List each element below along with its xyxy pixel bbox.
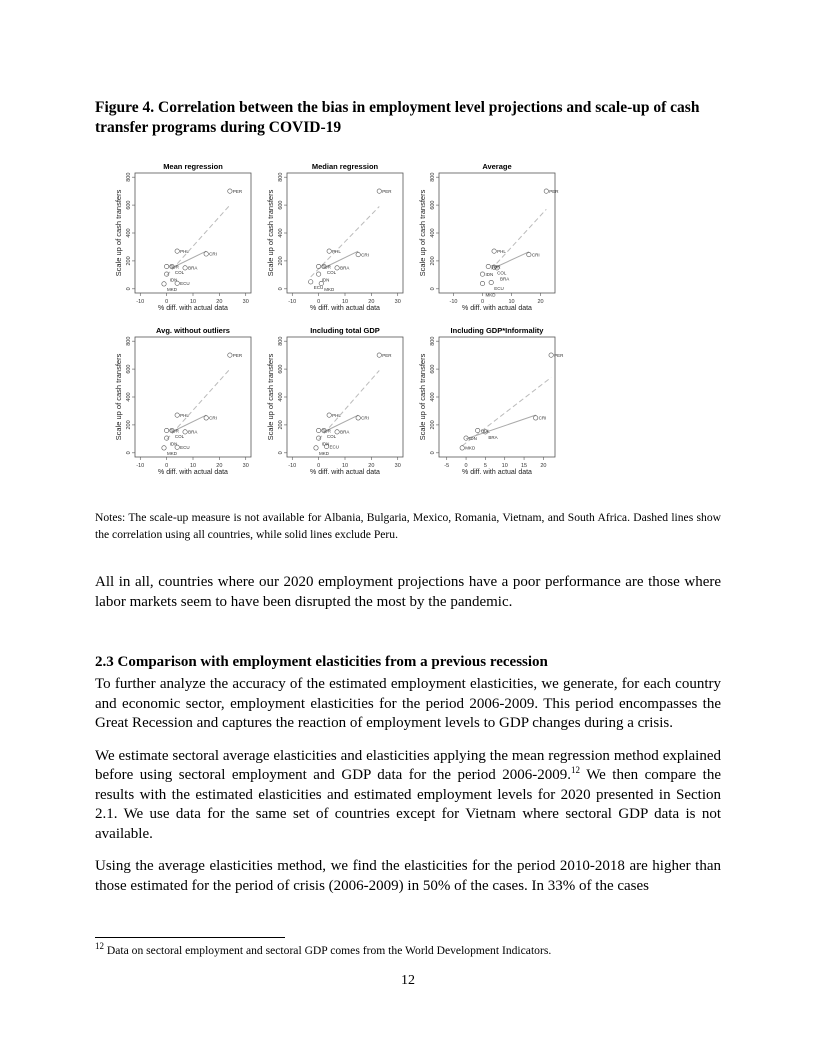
x-tick-label: -10 (136, 463, 145, 469)
data-point (204, 416, 208, 420)
point-label: ECU (494, 285, 504, 291)
point-label: TUR (169, 428, 179, 434)
point-label: BRA (488, 435, 498, 441)
x-tick-label: 30 (242, 463, 249, 469)
x-tick-label: 30 (394, 463, 401, 469)
data-point (175, 249, 179, 253)
point-label: MKD (167, 287, 177, 293)
data-point (480, 281, 484, 285)
y-tick-label: 200 (278, 256, 284, 266)
data-point (544, 189, 548, 193)
point-label: CRI (209, 415, 217, 421)
y-tick-label: 200 (430, 420, 436, 430)
data-point (356, 416, 360, 420)
point-label: TUR (491, 264, 501, 270)
x-tick-label: 10 (189, 463, 197, 469)
y-tick-label: 0 (278, 287, 284, 291)
x-tick-label: 10 (508, 299, 515, 305)
data-point (489, 280, 493, 284)
point-label: COL (326, 269, 337, 275)
x-tick-label: -10 (288, 299, 297, 305)
point-label: PHL (497, 248, 506, 254)
y-tick-label: 800 (430, 172, 436, 182)
data-point (475, 428, 479, 432)
y-axis-label: Scale up of cash transfers (266, 353, 275, 441)
paragraph (95, 747, 721, 845)
y-tick-label: 600 (126, 200, 132, 210)
x-tick-label: 20 (216, 299, 223, 305)
x-axis-label: % diff. with actual data (462, 469, 532, 476)
x-tick-label: 10 (341, 299, 349, 305)
y-axis-label: Scale up of cash transfers (418, 353, 427, 441)
y-tick-label: 0 (430, 451, 436, 455)
y-tick-label: 0 (278, 451, 284, 455)
chart-title: Avg. without outliers (156, 326, 230, 335)
data-point (316, 428, 320, 432)
point-label: TUR (321, 428, 331, 434)
point-label: MKD (465, 445, 476, 451)
point-label: IDN (485, 271, 494, 277)
chart-title: Including GDP*Informality (450, 326, 544, 335)
y-tick-label: 800 (126, 172, 132, 182)
point-label: COL (326, 433, 337, 439)
chart-title: Median regression (311, 162, 379, 171)
x-tick-label: 20 (540, 463, 547, 469)
point-label: COL (480, 428, 490, 434)
y-tick-label: 0 (430, 287, 436, 291)
x-tick-label: -10 (288, 463, 297, 469)
y-tick-label: 200 (430, 256, 436, 266)
fit-line-all (491, 209, 546, 269)
footnote-text: Data on sectoral employment and sectoral GDP comes from the World Development Indicators. (104, 944, 552, 957)
y-tick-label: 400 (430, 228, 436, 238)
y-axis-label: Scale up of cash transfers (418, 189, 427, 277)
scatter-chart (265, 158, 415, 323)
y-tick-label: 400 (126, 392, 132, 402)
y-axis-label: Scale up of cash transfers (266, 189, 275, 277)
data-point (316, 272, 320, 276)
point-label: PHL (332, 412, 341, 418)
data-point (356, 252, 360, 256)
point-label: CRI (538, 415, 547, 421)
point-label: PER (232, 352, 243, 358)
data-point (228, 353, 232, 357)
data-point (316, 264, 320, 268)
point-label: PER (382, 352, 392, 358)
point-label: IDN (469, 435, 477, 441)
x-tick-label: -10 (449, 299, 458, 305)
y-tick-label: 800 (278, 172, 284, 182)
data-point (314, 446, 318, 450)
point-label: COL (497, 270, 507, 276)
y-tick-label: 400 (278, 228, 284, 238)
point-label: CRI (209, 251, 217, 257)
footnote-divider (95, 937, 285, 938)
point-label: CRI (361, 252, 369, 258)
x-tick-label: 10 (501, 463, 508, 469)
data-point (164, 264, 168, 268)
x-tick-label: 0 (480, 299, 485, 305)
footnote-number: 12 (95, 941, 104, 952)
data-point (533, 416, 537, 420)
scatter-chart (417, 158, 567, 323)
paragraph: To further analyze the accuracy of the estimated employment elasticities, we generate, for each country and economic sector, employment elasticities for the period 2006-2009. This period encompasses the Great Recession and captures the reaction of employment levels to GDP changes during a crisis. (95, 676, 721, 731)
chart-title: Mean regression (163, 162, 223, 171)
data-point (377, 189, 381, 193)
x-tick-label: -10 (136, 299, 145, 305)
section-heading: 2.3 Comparison with employment elasticities from a previous recession (95, 654, 548, 670)
data-point (549, 353, 553, 357)
x-tick-label: 20 (216, 463, 223, 469)
data-point (183, 266, 187, 270)
point-label: PER (554, 352, 564, 358)
point-label: COL (174, 269, 185, 275)
y-tick-label: 200 (126, 420, 132, 430)
page-number: 12 (401, 973, 415, 988)
data-point (162, 446, 166, 450)
point-label: PHL (180, 248, 189, 254)
point-label: COL (174, 433, 185, 439)
y-axis-label: Scale up of cash transfers (114, 353, 123, 441)
x-tick-label: 30 (242, 299, 249, 305)
y-tick-label: 600 (430, 364, 436, 374)
chart-title: Average (482, 162, 512, 171)
data-point (204, 252, 208, 256)
point-label: CRI (531, 252, 540, 258)
data-point (335, 266, 339, 270)
x-axis-label: % diff. with actual data (462, 305, 532, 312)
y-tick-label: 0 (126, 287, 132, 291)
y-tick-label: 600 (278, 364, 284, 374)
x-tick-label: 0 (317, 299, 321, 305)
y-tick-label: 400 (278, 392, 284, 402)
x-tick-label: 30 (394, 299, 401, 305)
point-label: PER (232, 188, 243, 194)
data-point (327, 413, 331, 417)
y-axis-label: Scale up of cash transfers (114, 189, 123, 277)
data-point (527, 252, 531, 256)
point-label: TUR (321, 264, 331, 270)
point-label: IDN (321, 277, 330, 283)
point-label: ECU (180, 281, 190, 287)
scatter-chart (113, 158, 263, 323)
x-tick-label: -5 (444, 463, 450, 469)
y-tick-label: 0 (126, 451, 132, 455)
point-label: MKD (167, 451, 177, 457)
point-label: MKD (319, 451, 329, 457)
scatter-chart (265, 322, 415, 487)
point-label: PHL (332, 248, 341, 254)
x-tick-label: 15 (521, 463, 528, 469)
paragraph: All in all, countries where our 2020 employment projections have a poor performance are those where labor markets seem to have been disrupted the most by the pandemic. (95, 574, 721, 610)
scatter-chart (417, 322, 567, 487)
point-label: BRA (188, 429, 198, 435)
text: We estimate sectoral average elasticities and elasticities applying the mean regression method explained before using sectoral employment and GDP data for the period 2006-2009. (95, 747, 721, 783)
x-tick-label: 5 (483, 463, 487, 469)
x-tick-label: 0 (464, 463, 468, 469)
point-label: IDN (321, 441, 330, 447)
x-axis-label: % diff. with actual data (158, 469, 228, 476)
point-label: ECU (313, 285, 324, 291)
x-axis-label: % diff. with actual data (310, 305, 380, 312)
data-point (183, 430, 187, 434)
data-point (175, 413, 179, 417)
y-tick-label: 600 (278, 200, 284, 210)
scatter-chart (113, 322, 263, 487)
paragraph: Using the average elasticities method, we find the elasticities for the period 2010-2018 are higher than those estimated for the period of crisis (2006-2009) in 50% of the cases. In 33% of the cases (95, 858, 721, 894)
point-label: MKD (324, 286, 335, 292)
text: We then compare the results with the estimated elasticities and estimated employment levels for 2020 presented in Section 2.1. We use data for the same set of countries except for Vietnam where sectoral GDP data is not available. (95, 767, 721, 842)
y-tick-label: 200 (126, 256, 132, 266)
data-point (335, 430, 339, 434)
footnote-ref[interactable]: 12 (571, 765, 581, 775)
data-point (162, 282, 166, 286)
point-label: BRA (500, 276, 510, 282)
point-label: BRA (188, 265, 198, 271)
point-label: PER (382, 188, 392, 194)
data-point (492, 249, 496, 253)
data-point (480, 272, 484, 276)
x-tick-label: 0 (317, 463, 321, 469)
point-label: PHL (180, 412, 189, 418)
y-tick-label: 600 (126, 364, 132, 374)
x-tick-label: 10 (341, 463, 349, 469)
chart-title: Including total GDP (310, 326, 380, 335)
y-tick-label: 600 (430, 200, 436, 210)
point-label: BRA (340, 429, 350, 435)
x-axis-label: % diff. with actual data (310, 469, 380, 476)
figure-title: Figure 4. Correlation between the bias in employment level projections and scale-up of cash transfer programs during COVID-19 (95, 99, 700, 136)
x-tick-label: 20 (537, 299, 544, 305)
point-label: ECU (329, 444, 340, 450)
point-label: ECU (180, 445, 190, 451)
footnote (95, 941, 721, 957)
body-text (95, 573, 721, 896)
x-tick-label: 0 (165, 299, 169, 305)
x-tick-label: 0 (165, 463, 169, 469)
y-tick-label: 800 (278, 336, 284, 346)
data-point (309, 280, 313, 284)
x-tick-label: 10 (189, 299, 197, 305)
point-label: IDN (169, 441, 178, 447)
y-tick-label: 800 (430, 336, 436, 346)
data-point (327, 249, 331, 253)
point-label: BRA (340, 265, 350, 271)
point-label: MKD (485, 292, 496, 298)
point-label: CRI (361, 415, 369, 421)
point-label: TUR (169, 264, 179, 270)
data-point (228, 189, 232, 193)
x-tick-label: 20 (368, 463, 375, 469)
y-tick-label: 200 (278, 420, 284, 430)
y-tick-label: 800 (126, 336, 132, 346)
data-point (460, 446, 464, 450)
figure-notes: Notes: The scale-up measure is not available for Albania, Bulgaria, Mexico, Romania, Vietnam, and South Africa. Dashed lines show the correlation using all countries, while solid lines exclude Peru. (95, 511, 721, 541)
point-label: PER (549, 188, 559, 194)
data-point (486, 264, 490, 268)
data-point (164, 428, 168, 432)
x-tick-label: 20 (368, 299, 375, 305)
y-tick-label: 400 (126, 228, 132, 238)
point-label: IDN (169, 277, 178, 283)
x-axis-label: % diff. with actual data (158, 305, 228, 312)
data-point (377, 353, 381, 357)
y-tick-label: 400 (430, 392, 436, 402)
